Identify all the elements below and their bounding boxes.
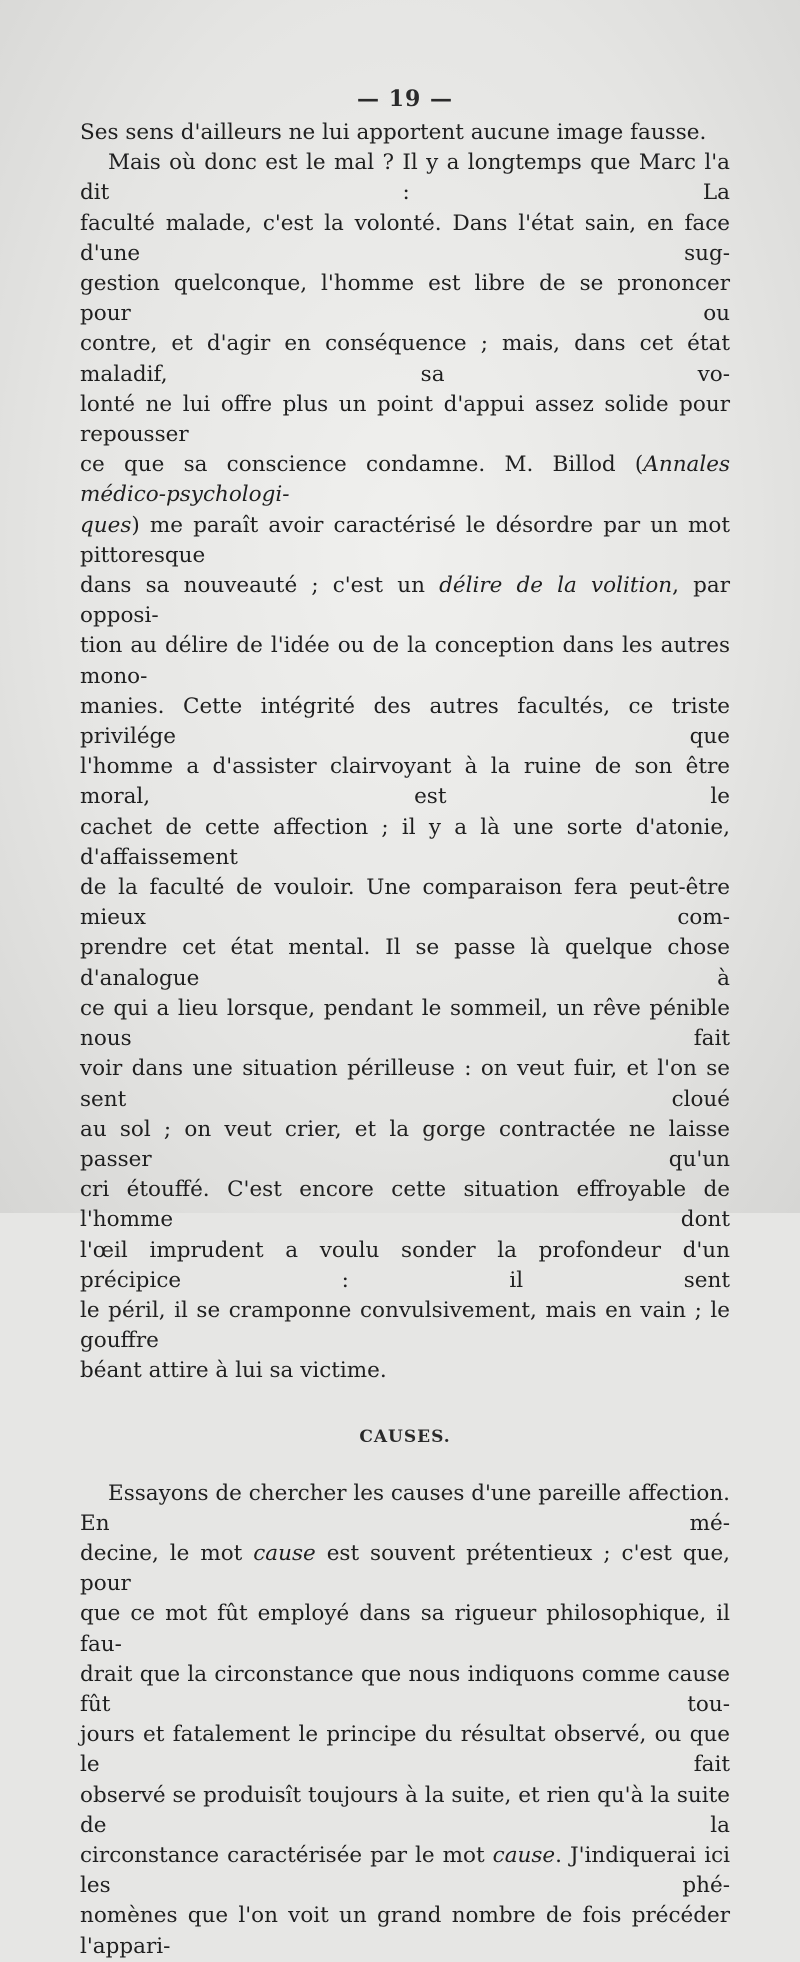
text-line — [80, 511, 730, 571]
emphasis: cause — [492, 1842, 556, 1868]
text-run: circonstance caractérisée par le mot — [80, 1842, 493, 1868]
text-line: Essayons de chercher les causes d'une pareille affection. En mé- — [80, 1480, 730, 1536]
text-line — [80, 1841, 730, 1901]
section-title: CAUSES. — [359, 1426, 451, 1447]
text-run: est souvent prétentieux ; c'est que, pour — [80, 1540, 731, 1597]
emphasis: délire de la volition — [439, 573, 673, 599]
text-line: le péril, il se cramponne convulsivement, mais en vain ; le gouffre — [80, 1297, 730, 1354]
emphasis: cause — [253, 1540, 316, 1566]
text-line: lonté ne lui offre plus un point d'appui assez solide pour repousser — [80, 391, 730, 448]
text-line: l'œil imprudent a voulu sonder la profondeur d'un précipice : il sent — [80, 1237, 730, 1293]
page-number: — 19 — — [357, 86, 453, 112]
text-run: dans sa nouveauté ; c'est un — [80, 573, 440, 599]
text-line — [80, 1539, 730, 1599]
text-line: tion au délire de l'idée ou de la conception dans les autres mono- — [80, 633, 730, 689]
citation-title: Annales médico-psychologi- — [80, 452, 730, 508]
text-line — [80, 450, 730, 510]
text-line: drait que la circonstance que nous indiquons comme cause fût tou- — [80, 1661, 730, 1717]
text-line: cachet de cette affection ; il y a là une sorte d'atonie, d'affaissement — [80, 814, 730, 870]
text-line: que ce mot fût employé dans sa rigueur philosophique, il fau- — [80, 1601, 730, 1657]
text-line: béant attire à lui sa victime. — [80, 1358, 387, 1384]
text-line: jours et fatalement le principe du résultat observé, ou que le fait — [80, 1722, 730, 1778]
citation-title: ques — [80, 512, 132, 538]
text-line — [80, 571, 730, 631]
text-run: , par opposi- — [80, 573, 730, 629]
text-line: contre, et d'agir en conséquence ; mais, dans cet état maladif, sa vo- — [80, 331, 730, 387]
text-line: cri étouffé. C'est encore cette situation effroyable de l'homme dont — [80, 1177, 730, 1233]
text-line: faculté malade, c'est la volonté. Dans l'état sain, en face d'une sug- — [80, 210, 730, 266]
text-line: manies. Cette intégrité des autres facultés, ce triste privilége que — [80, 693, 730, 750]
text-line: au sol ; on veut crier, et la gorge contractée ne laisse passer qu'un — [80, 1116, 730, 1172]
text-line: Mais où donc est le mal ? Il y a longtemps que Marc l'a dit : La — [80, 150, 730, 206]
text-line: nomènes que l'on voit un grand nombre de fois précéder l'appari- — [80, 1903, 730, 1959]
text-line: observé se produisît toujours à la suite, et rien qu'à la suite de la — [80, 1782, 730, 1838]
text-line: gestion quelconque, l'homme est libre de se prononcer pour ou — [80, 271, 730, 327]
text-line: de la faculté de vouloir. Une comparaison fera peut-être mieux com- — [80, 875, 730, 931]
text-run: ) me paraît avoir caractérisé le désordre par un mot pittoresque — [80, 512, 730, 568]
text-run: decine, le mot — [80, 1540, 254, 1566]
text-line: voir dans une situation périlleuse : on veut fuir, et l'on se sent cloué — [80, 1056, 730, 1112]
text-line: ce qui a lieu lorsque, pendant le sommeil, un rêve pénible nous fait — [80, 995, 730, 1052]
text-line: Ses sens d'ailleurs ne lui apportent aucune image fausse. — [80, 120, 707, 145]
paragraph-2 — [80, 148, 730, 1386]
text-run: . J'indiquerai ici les phé- — [80, 1842, 730, 1899]
paragraph-1 — [80, 118, 730, 148]
text-line: prendre cet état mental. Il se passe là quelque chose d'analogue à — [80, 935, 730, 991]
paragraph-3 — [80, 1479, 730, 1962]
text-line: l'homme a d'assister clairvoyant à la ruine de son être moral, est le — [80, 754, 730, 810]
text-run: ce que sa conscience condamne. M. Billod ( — [80, 452, 644, 478]
